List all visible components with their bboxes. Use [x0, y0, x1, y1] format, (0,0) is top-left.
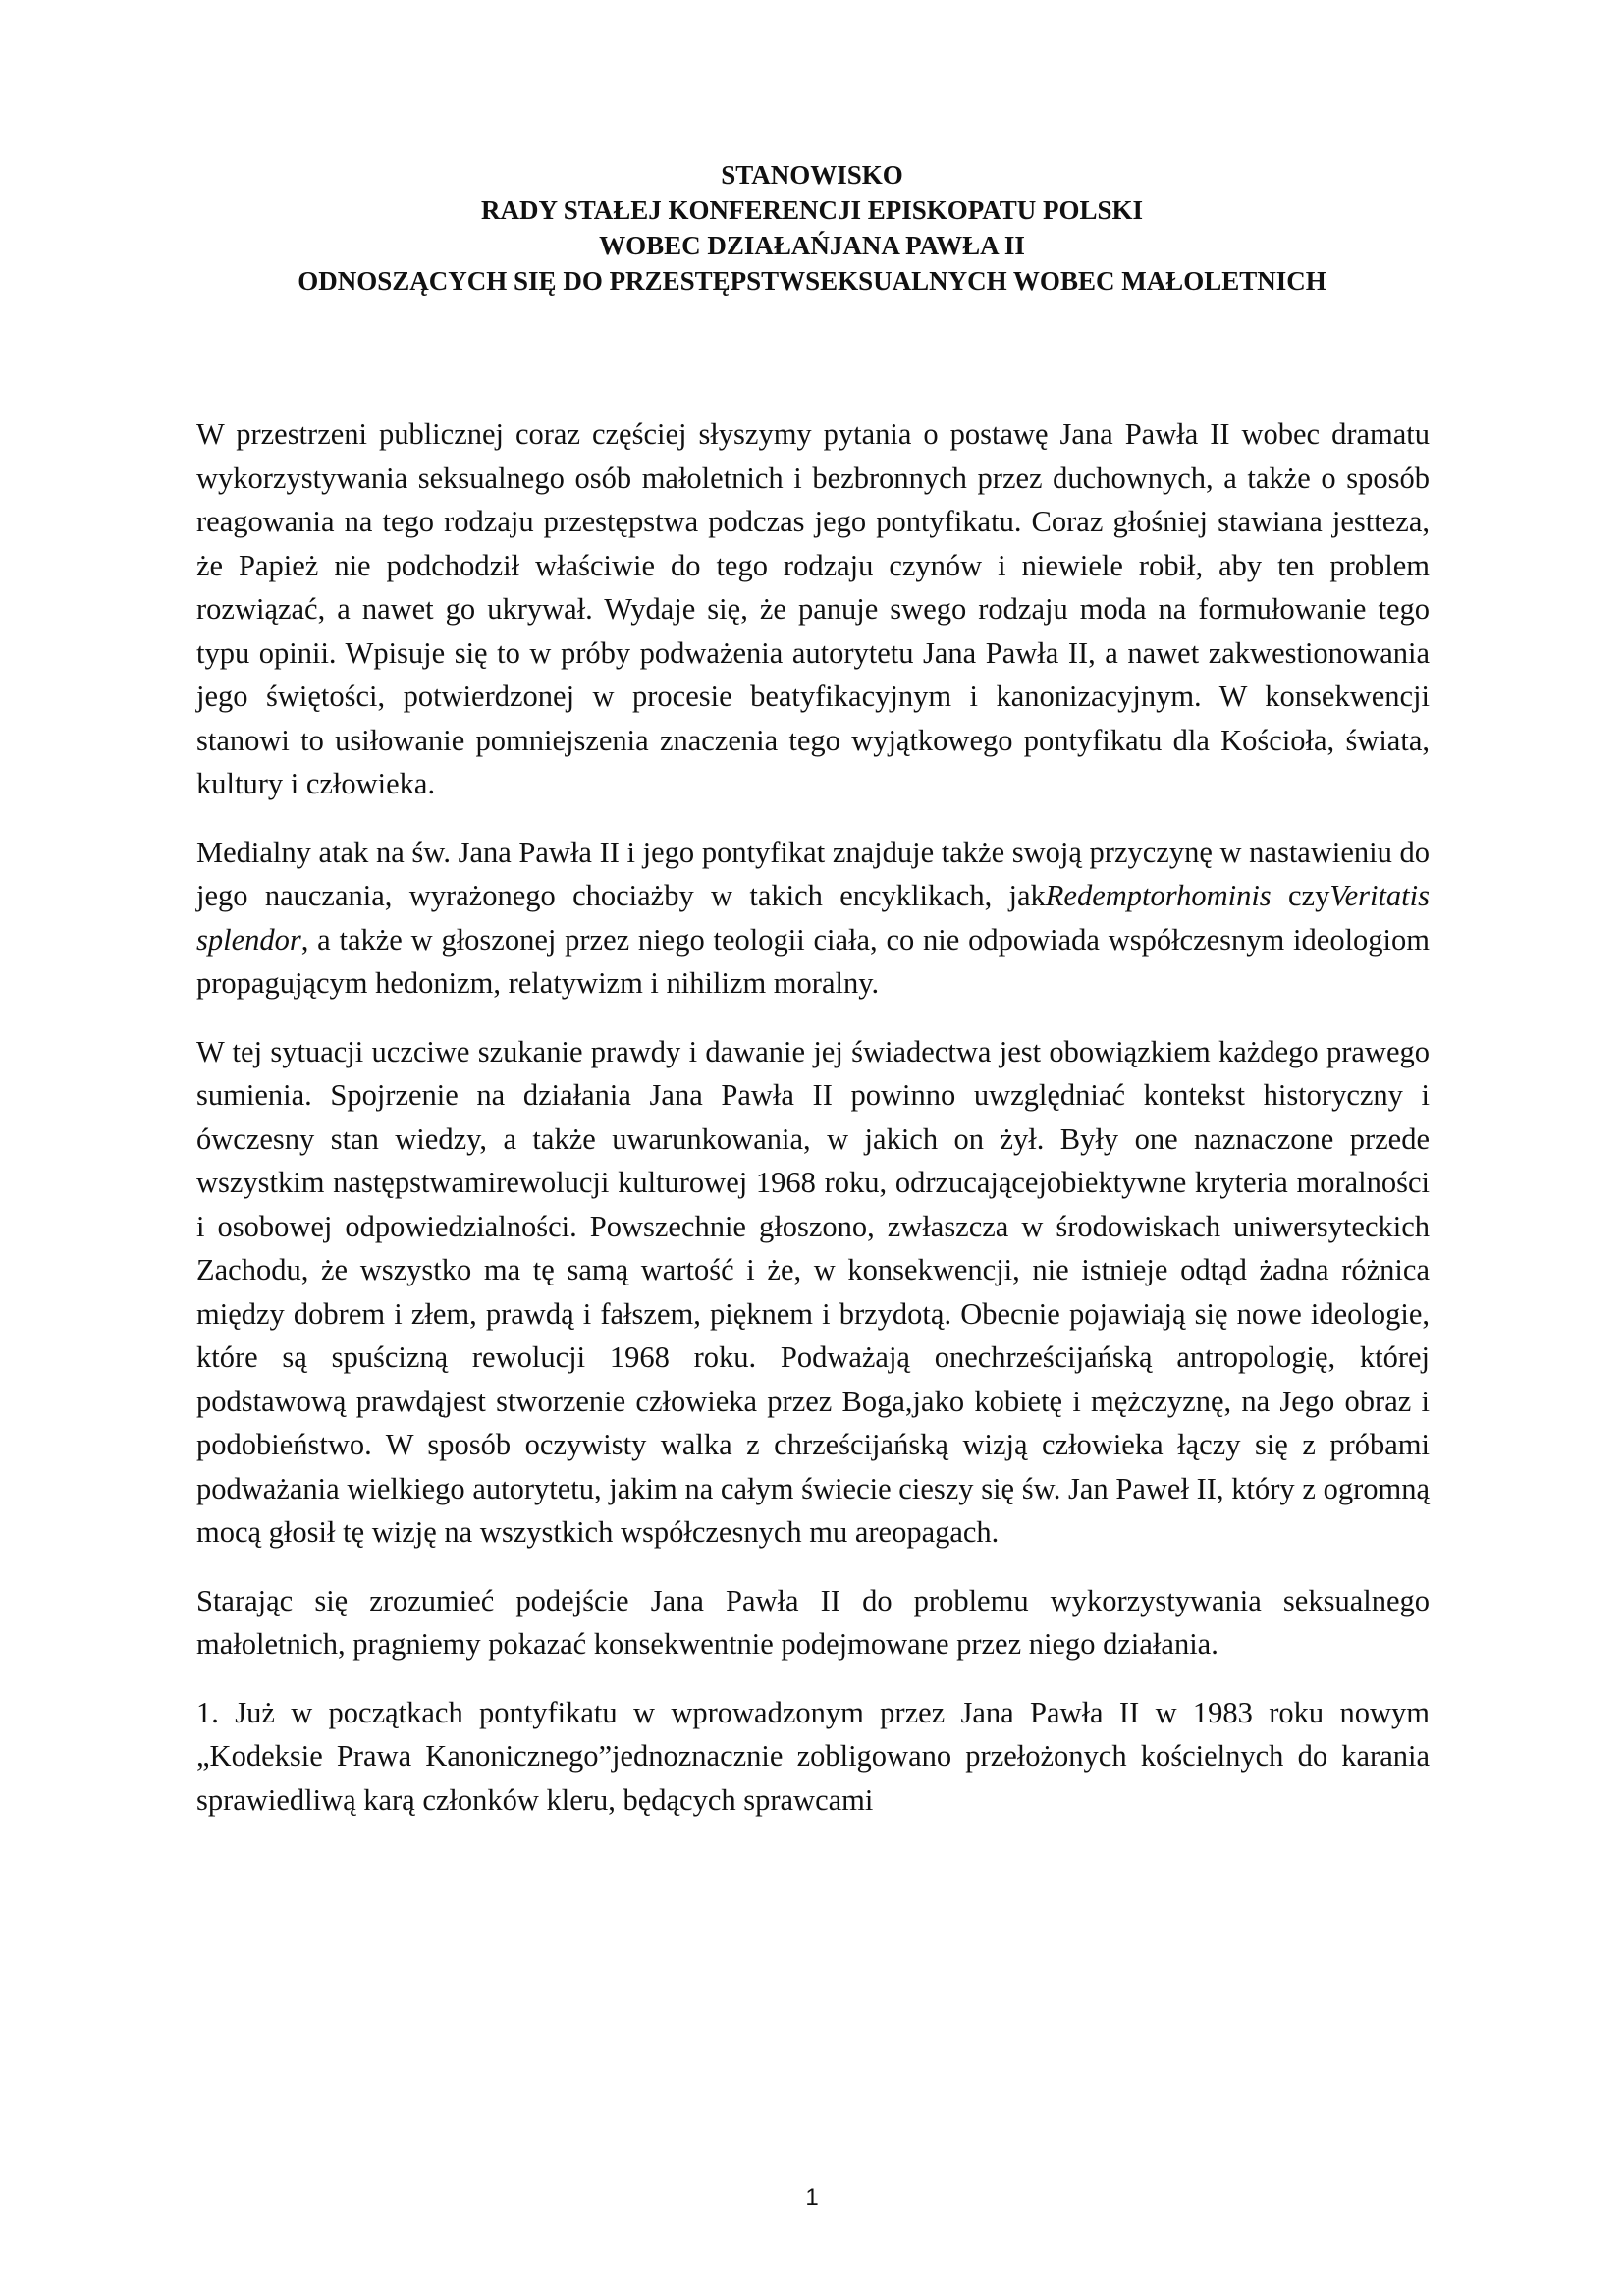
- encyclical-title-1: Redemptorhominis: [1045, 879, 1272, 912]
- title-line-2: RADY STAŁEJ KONFERENCJI EPISKOPATU POLSKI: [480, 195, 1144, 225]
- document-body: [196, 412, 1430, 1846]
- title-line-3: WOBEC DZIAŁAŃJANA PAWŁA II: [599, 231, 1025, 260]
- page-number: 1: [805, 2184, 819, 2211]
- encyclical-title-2: Veritatis splendor: [196, 879, 1430, 957]
- paragraph-5: 1. Już w początkach pontyfikatu w wprowadzonym przez Jana Pawła II w 1983 roku nowym „Kodeksie Prawa Kanonicznego”jednoznacznie zobligowano przełożonych kościelnych do karania sprawiedliwą karą członków kleru, będących sprawcami: [196, 1695, 1430, 1817]
- paragraph-3: W tej sytuacji uczciwe szukanie prawdy i dawanie jej świadectwa jest obowiązkiem każdego prawego sumienia. Spojrzenie na działania Jana Pawła II powinno uwzględniać kontekst historyczny i ówczesny stan wiedzy, a także uwarunkowania, w jakich on żył. Były one naznaczone przede wszystkim następstwamirewolucji kulturowej 1968 roku, odrzucającejobiektywne kryteria moralności i osobowej odpowiedzialności. Powszechnie głoszono, zwłaszcza w środowiskach uniwersyteckich Zachodu, że wszystko ma tę samą wartość i że, w konsekwencji, nie istnieje odtąd żadna różnica między dobrem i złem, prawdą i fałszem, pięknem i brzydotą. Obecnie pojawiają się nowe ideologie, które są spuścizną rewolucji 1968 roku. Podważają onechrześcijańską antropologię, której podstawową prawdąjest stworzenie człowieka przez Boga,jako kobietę i mężczyznę, na Jego obraz i podobieństwo. W sposób oczywisty walka z chrześcijańską wizją człowieka łączy się z próbami podważania wielkiego autorytetu, jakim na całym świecie cieszy się św. Jan Paweł II, który z ogromną mocą głosił tę wizję na wszystkich współczesnych mu areopagach.: [196, 1034, 1430, 1549]
- paragraph-2-text-c: , a także w głoszonej przez niego teologii ciała, co nie odpowiada współczesnym ideologiom propagującym hedonizm, relatywizm i nihilizm moralny.: [196, 922, 1430, 1000]
- paragraph-1: W przestrzeni publicznej coraz częściej słyszymy pytania o postawę Jana Pawła II wobec dramatu wykorzystywania seksualnego osób małoletnich i bezbronnych przez duchownych, a także o sposób reagowania na tego rodzaju przestępstwa podczas jego pontyfikatu. Coraz głośniej stawiana jestteza, że Papież nie podchodził właściwie do tego rodzaju czynów i niewiele robił, aby ten problem rozwiązać, a nawet go ukrywał. Wydaje się, że panuje swego rodzaju moda na formułowanie tego typu opinii. Wpisuje się to w próby podważenia autorytetu Jana Pawła II, a nawet zakwestionowania jego świętości, potwierdzonej w procesie beatyfikacyjnym i kanonizacyjnym. W konsekwencji stanowi to usiłowanie pomniejszenia znaczenia tego wyjątkowego pontyfikatu dla Kościoła, świata, kultury i człowieka.: [196, 417, 1430, 800]
- paragraph-2-text-b: czy: [1271, 879, 1330, 912]
- paragraph-2: [196, 831, 1430, 1006]
- document-title: [196, 157, 1428, 299]
- paragraph-4: Starając się zrozumieć podejście Jana Pawła II do problemu wykorzystywania seksualnego małoletnich, pragniemy pokazać konsekwentnie podejmowane przez niego działania.: [196, 1583, 1430, 1661]
- paragraph-2-text-a: Medialny atak na św. Jana Pawła II i jego pontyfikat znajduje także swoją przyczynę w nastawieniu do jego nauczania, wyrażonego chociażby w takich encyklikach, jak: [196, 835, 1430, 912]
- title-line-4: ODNOSZĄCYCH SIĘ DO PRZESTĘPSTWSEKSUALNYCH WOBEC MAŁOLETNICH: [298, 266, 1326, 296]
- title-line-1: STANOWISKO: [721, 160, 903, 190]
